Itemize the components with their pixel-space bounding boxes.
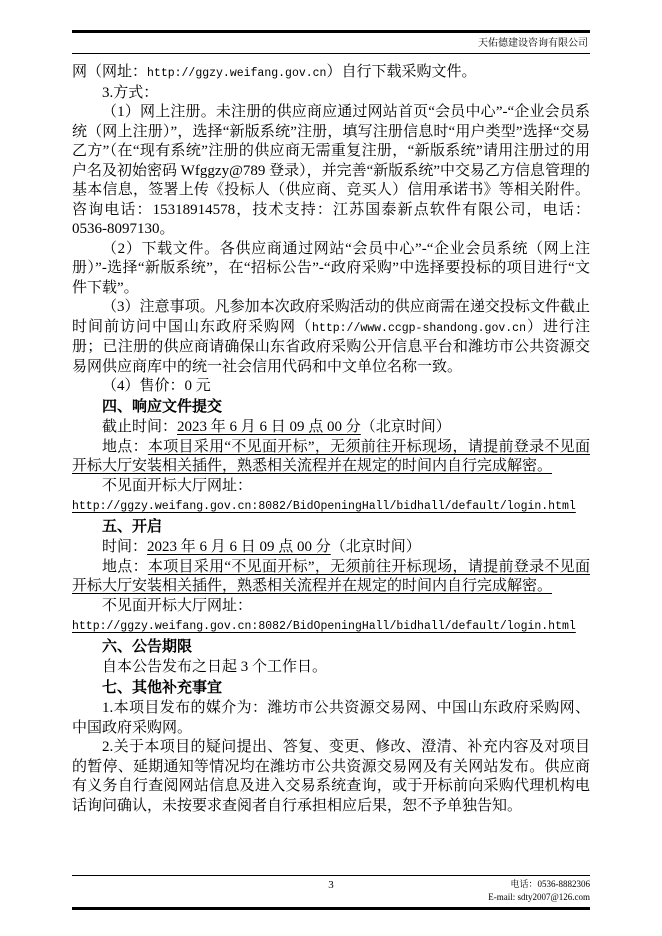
footer-divider-row (72, 875, 590, 904)
text-run: ）自行下载采购文件。 (326, 64, 477, 80)
paragraph (72, 538, 590, 558)
text-run: 六、公告期限 (102, 638, 193, 655)
footer-contact (334, 878, 590, 904)
text-run: 本项目采用“不见面开标”，无须前往开标现场，请提前登录不见面开标大厅安装相关插件，熟悉相关流程并在规定的时间内自行完成解密。 (72, 438, 590, 474)
paragraph (72, 418, 590, 438)
text-run: （1）网上注册。未注册的供应商应通过网站首页“会员中心”-“企业会员系统（网上注册）”，选择“新版系统”注册，填写注册信息时“用户类型”选择“交易乙方”（在“现有系统”注册的供应商无需重复注册，“新版系统”请用注册过的用户名及初始密码 Wfggzy@789 登录），并完善“新版系统”中交易乙方信息管理的基本信息，签署上传《投标人（供应商、竞买人）信用承诺书》等相关附件。咨询电话：15318914578，技术支持：江苏国泰新点软件有限公司，电话：0536-8097130。 (72, 104, 590, 237)
text-run: （2）下载文件。各供应商通过网站“会员中心”-“企业会员系统（网上注册）”-选择“新版系统”，在“招标公告”-“政府采购”中选择要投标的项目进行“文件下载”。 (72, 240, 590, 296)
paragraph (72, 616, 590, 637)
page-number: 3 (328, 879, 334, 891)
page-footer (72, 875, 590, 910)
footer-email: E-mail: sdty2007@126.com (488, 892, 590, 902)
section-heading (72, 518, 590, 538)
paragraph (72, 658, 590, 678)
text-run: 本项目采用“不见面开标”，无须前往开标现场，请提前登录不见面开标大厅安装相关插件，熟悉相关流程并在规定的时间内自行完成解密。 (72, 558, 590, 594)
company-name: 天佑德建设咨询有限公司 (478, 38, 588, 49)
paragraph (72, 63, 590, 84)
text-run: （北京时间） (360, 419, 451, 435)
text-run: ）进行注册；已注册的供应商请确保山东省政府采购公开信息平台和潍坊市公共资源交易网供应商库中的统一社会信用代码和中文单位名称一致。 (72, 318, 590, 375)
text-run: （3）注意事项。凡参加本次政府采购活动的供应商需在递交投标文件截止时间前访问中国山东政府采购网（ (72, 299, 590, 335)
paragraph (72, 84, 590, 104)
text-run: 七、其他补充事宜 (102, 679, 223, 696)
paragraph (72, 377, 590, 397)
section-heading (72, 398, 590, 418)
url-text: http://ggzy.weifang.gov.cn (147, 67, 327, 80)
footer-rule-thick (72, 907, 590, 910)
paragraph (72, 240, 590, 299)
footer-phone: 电话：0536-8882306 (510, 879, 590, 889)
header-rule-thin (72, 53, 590, 54)
text-run: 3.方式： (102, 84, 159, 101)
paragraph (72, 298, 590, 377)
text-run: 四、响应文件提交 (102, 398, 223, 415)
paragraph (72, 103, 590, 240)
text-run: 网（网址： (72, 64, 148, 80)
paragraph (72, 597, 590, 617)
text-run: 地点： (102, 558, 148, 575)
text-run: 不见面开标大厅网址： (102, 477, 253, 494)
paragraph (72, 558, 590, 597)
text-run: 地点： (102, 438, 148, 455)
text-run: （北京时间） (330, 539, 421, 555)
section-heading (72, 679, 590, 699)
document-body (72, 63, 590, 871)
paragraph (72, 438, 590, 477)
text-run: （4）售价：0 元 (102, 378, 211, 394)
text-run: 1.本项目发布的媒介为：潍坊市公共资源交易网、中国山东政府采购网、中国政府采购网。 (72, 700, 590, 736)
text-run: 2.关于本项目的疑问提出、答复、变更、修改、澄清、补充内容及对项目的暂停、延期通知等情况均在潍坊市公共资源交易网及有关网站发布。供应商有义务自行查阅网站信息及进入交易系统查询，或于开标前向采购代理机构电话询问确认，未按要求查阅者自行承担相应后果，恕不予单独告知。 (72, 739, 590, 814)
section-heading (72, 638, 590, 658)
paragraph (72, 477, 590, 497)
url-text: http://ggzy.weifang.gov.cn:8082/BidOpeningHall/bidhall/default/login.html (72, 620, 576, 633)
text-run: 不见面开标大厅网址： (102, 597, 253, 614)
paragraph (72, 699, 590, 738)
text-run: 2023 年 6 月 6 日 09 点 00 分 (147, 539, 331, 555)
text-run: 时间： (102, 539, 148, 555)
url-text: http://ggzy.weifang.gov.cn:8082/BidOpeningHall/bidhall/default/login.html (72, 500, 576, 513)
page-header (72, 30, 590, 54)
text-run: 自本公告发布之日起 3 个工作日。 (102, 659, 328, 675)
url-text: http://www.ccgp-shandong.gov.cn (312, 321, 526, 335)
paragraph (72, 496, 590, 517)
text-run: 截止时间： (102, 419, 178, 435)
paragraph (72, 738, 590, 816)
text-run: 2023 年 6 月 6 日 09 点 00 分 (177, 419, 361, 435)
text-run: 五、开启 (102, 518, 163, 535)
